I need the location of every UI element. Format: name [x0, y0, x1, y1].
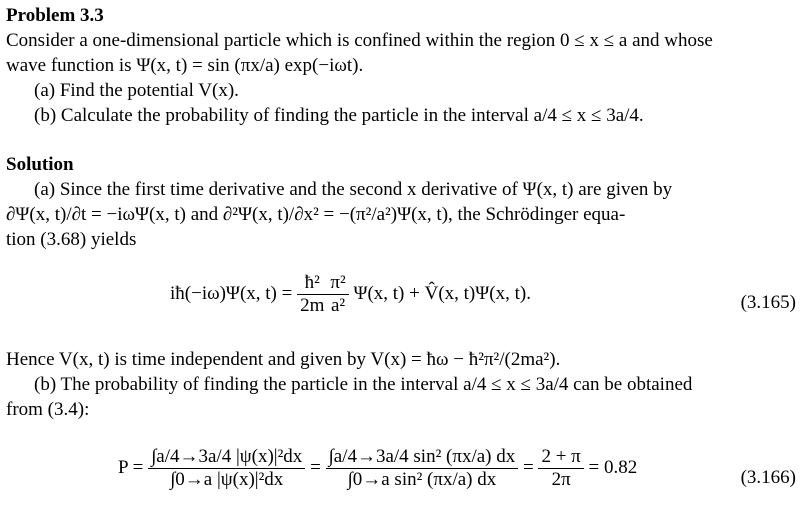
eq2-equals-1: = — [310, 456, 321, 478]
eq1-frac1-den: 2m — [297, 294, 327, 317]
problem-text-line-2: wave function is Ψ(x, t) = sin (πx/a) exp(−iωt). — [6, 55, 364, 76]
eq2-f3-num: 2 + π — [541, 446, 581, 467]
eq2-fraction-result — [538, 446, 583, 491]
eq1-frac2-den: a² — [327, 294, 348, 317]
eq1-frac1-num: ħ² — [304, 272, 320, 293]
eq2-fraction-psi — [148, 446, 305, 491]
eq2-lhs: P = — [118, 456, 144, 478]
solution-text-line-5: (b) The probability of finding the particle in the interval a/4 ≤ x ≤ 3a/4 can be obtained — [34, 374, 693, 395]
eq2-f1-den: ∫0→a |ψ(x)|²dx — [148, 468, 305, 491]
eq1-fraction-pi — [327, 272, 348, 317]
eq1-lhs: iħ(−iω)Ψ(x, t) = — [170, 282, 293, 304]
eq2-fraction-sin — [326, 446, 519, 491]
equation-number-3-166: (3.166) — [740, 467, 796, 488]
eq2-result: = 0.82 — [588, 456, 638, 478]
equation-3-166 — [118, 446, 637, 491]
eq2-f2-den: ∫0→a sin² (πx/a) dx — [326, 468, 519, 491]
problem-part-b: (b) Calculate the probability of finding the particle in the interval a/4 ≤ x ≤ 3a/4. — [34, 105, 644, 126]
eq1-fraction-hbar — [297, 272, 327, 317]
eq2-f3-den: 2π — [538, 468, 583, 491]
problem-heading: Problem 3.3 — [6, 5, 104, 26]
problem-text-line-1: Consider a one-dimensional particle which is confined within the region 0 ≤ x ≤ a and whose — [6, 30, 713, 51]
eq2-f2-num: ∫a/4→3a/4 sin² (πx/a) dx — [328, 446, 516, 467]
eq2-f1-num: ∫a/4→3a/4 |ψ(x)|²dx — [151, 446, 303, 467]
eq2-equals-2: = — [523, 456, 534, 478]
solution-text-line-3: tion (3.68) yields — [6, 229, 137, 250]
eq1-frac2-num: π² — [330, 272, 346, 293]
problem-part-a: (a) Find the potential V(x). — [34, 80, 239, 101]
solution-text-line-4: Hence V(x, t) is time independent and given by V(x) = ħω − ħ²π²/(2ma²). — [6, 349, 561, 370]
solution-text-line-2: ∂Ψ(x, t)/∂t = −iωΨ(x, t) and ∂²Ψ(x, t)/∂x² = −(π²/a²)Ψ(x, t), the Schrödinger equa- — [6, 204, 626, 225]
solution-heading: Solution — [6, 154, 74, 175]
equation-3-165 — [170, 272, 531, 317]
solution-text-line-1: (a) Since the first time derivative and the second x derivative of Ψ(x, t) are given by — [34, 179, 673, 200]
equation-number-3-165: (3.165) — [740, 292, 796, 313]
solution-text-line-6: from (3.4): — [6, 399, 90, 420]
eq1-rhs: Ψ(x, t) + V̂(x, t)Ψ(x, t). — [353, 282, 531, 304]
